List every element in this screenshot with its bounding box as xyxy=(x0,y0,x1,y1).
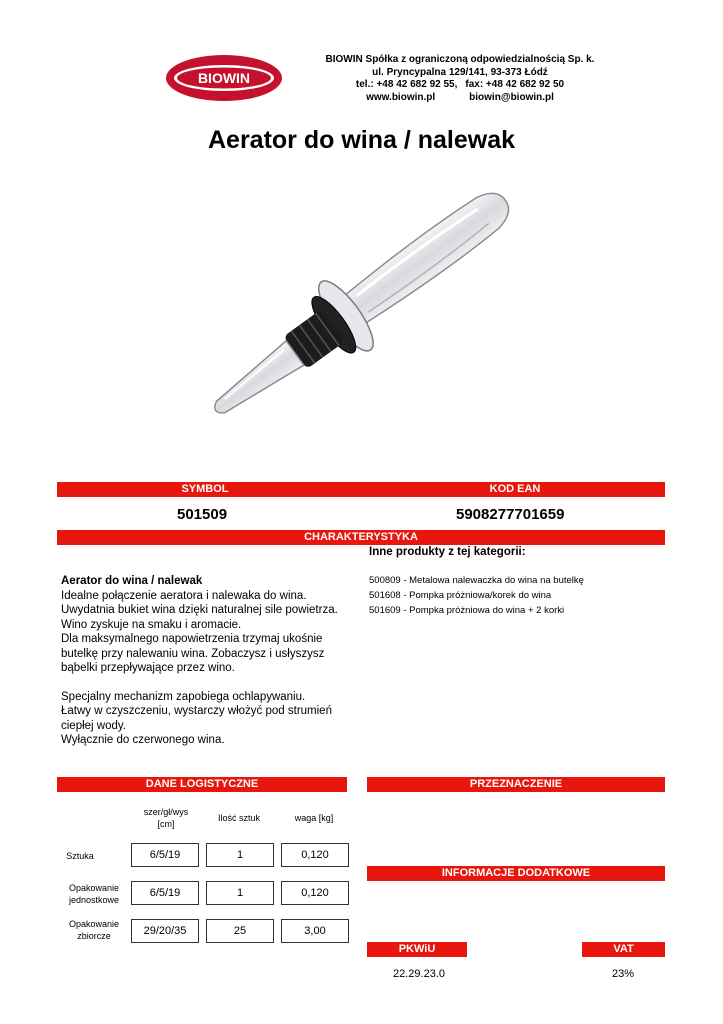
ean-value: 5908277701659 xyxy=(456,506,565,523)
description-line: Dla maksymalnego napowietrzenia trzymaj ukośnie xyxy=(61,633,323,645)
description-heading: Aerator do wina / nalewak xyxy=(61,575,203,587)
symbol-value: 501509 xyxy=(177,506,228,523)
description-line: Wyłącznie do czerwonego wina. xyxy=(61,734,225,746)
additional-info-header: INFORMACJE DODATKOWE xyxy=(367,866,665,881)
ean-label: KOD EAN xyxy=(489,483,541,495)
pkwiu-value: 22.29.23.0 xyxy=(393,968,445,980)
description-line: Idealne połączenie aeratora i nalewaka do wina. xyxy=(61,589,307,602)
weight-cell: 0,120 xyxy=(281,881,349,905)
logistics-row-label: Opakowanie jednostkowe xyxy=(68,883,120,905)
description-line: bąbelki przepływające przez wino. xyxy=(61,662,235,674)
biowin-logo xyxy=(165,54,283,102)
description-line: ciepłej wody. xyxy=(61,719,126,732)
purpose-header: PRZEZNACZENIE xyxy=(367,777,665,792)
symbol-label: SYMBOL xyxy=(181,483,229,495)
dims-cell: 6/5/19 xyxy=(131,881,199,905)
related-title: Inne produkty z tej kategorii: xyxy=(369,546,526,558)
dims-cell: 6/5/19 xyxy=(131,843,199,867)
vat-value: 23% xyxy=(612,968,635,980)
qty-cell: 1 xyxy=(206,881,274,905)
weight-cell: 0,120 xyxy=(281,843,349,867)
company-email[interactable]: biowin@biowin.pl xyxy=(469,91,554,103)
related-product-item[interactable]: 500809 - Metalowa nalewaczka do wina na butelkę xyxy=(369,575,584,586)
company-website[interactable]: www.biowin.pl xyxy=(366,91,436,103)
characteristics-header: CHARAKTERYSTYKA xyxy=(57,530,665,545)
weight-cell: 3,00 xyxy=(281,919,349,943)
company-address: ul. Pryncypalna 129/141, 93-373 Łódź xyxy=(372,66,548,78)
company-phone: tel.: +48 42 682 92 55, xyxy=(355,79,458,90)
logo-text: BIOWIN xyxy=(197,70,251,86)
logistics-header: DANE LOGISTYCZNE xyxy=(57,777,347,792)
symbol-ean-header xyxy=(57,482,665,497)
logistics-row-label: Opakowanie zbiorcze xyxy=(68,919,120,941)
qty-header: Ilość sztuk xyxy=(217,813,260,823)
company-info xyxy=(300,54,620,104)
related-product-item[interactable]: 501609 - Pompka próżniowa do wina + 2 korki xyxy=(369,605,565,616)
product-description xyxy=(61,574,361,748)
logistics-row-label: Sztuka xyxy=(66,851,94,861)
description-line: butelkę przy nalewaniu wina. Zobaczysz i usłyszysz xyxy=(61,647,325,660)
related-product-item[interactable]: 501608 - Pompka próżniowa/korek do wina xyxy=(369,590,552,601)
description-line: Wino zyskuje na smaku i aromacie. xyxy=(61,618,242,631)
weight-header: waga [kg] xyxy=(294,813,334,823)
qty-cell: 25 xyxy=(206,919,274,943)
company-fax: fax: +48 42 682 92 50 xyxy=(465,79,565,90)
vat-header: VAT xyxy=(582,942,665,957)
company-name: BIOWIN Spółka z ograniczoną odpowiedzialnością Sp. k. xyxy=(325,54,595,65)
dims-header: szer/gł/wys [cm] xyxy=(143,807,189,829)
page-title: Aerator do wina / nalewak xyxy=(207,126,516,154)
description-line: Uwydatnia bukiet wina dzięki naturalnej sile powietrza. xyxy=(61,604,338,616)
qty-cell: 1 xyxy=(206,843,274,867)
description-line: Specjalny mechanizm zapobiega ochlapywaniu. xyxy=(61,690,306,703)
dims-cell: 29/20/35 xyxy=(131,919,199,943)
description-line: Łatwy w czyszczeniu, wystarczy włożyć pod strumień xyxy=(61,705,332,717)
related-products-list xyxy=(369,573,584,618)
pkwiu-header: PKWiU xyxy=(367,942,467,957)
product-image xyxy=(150,178,550,448)
